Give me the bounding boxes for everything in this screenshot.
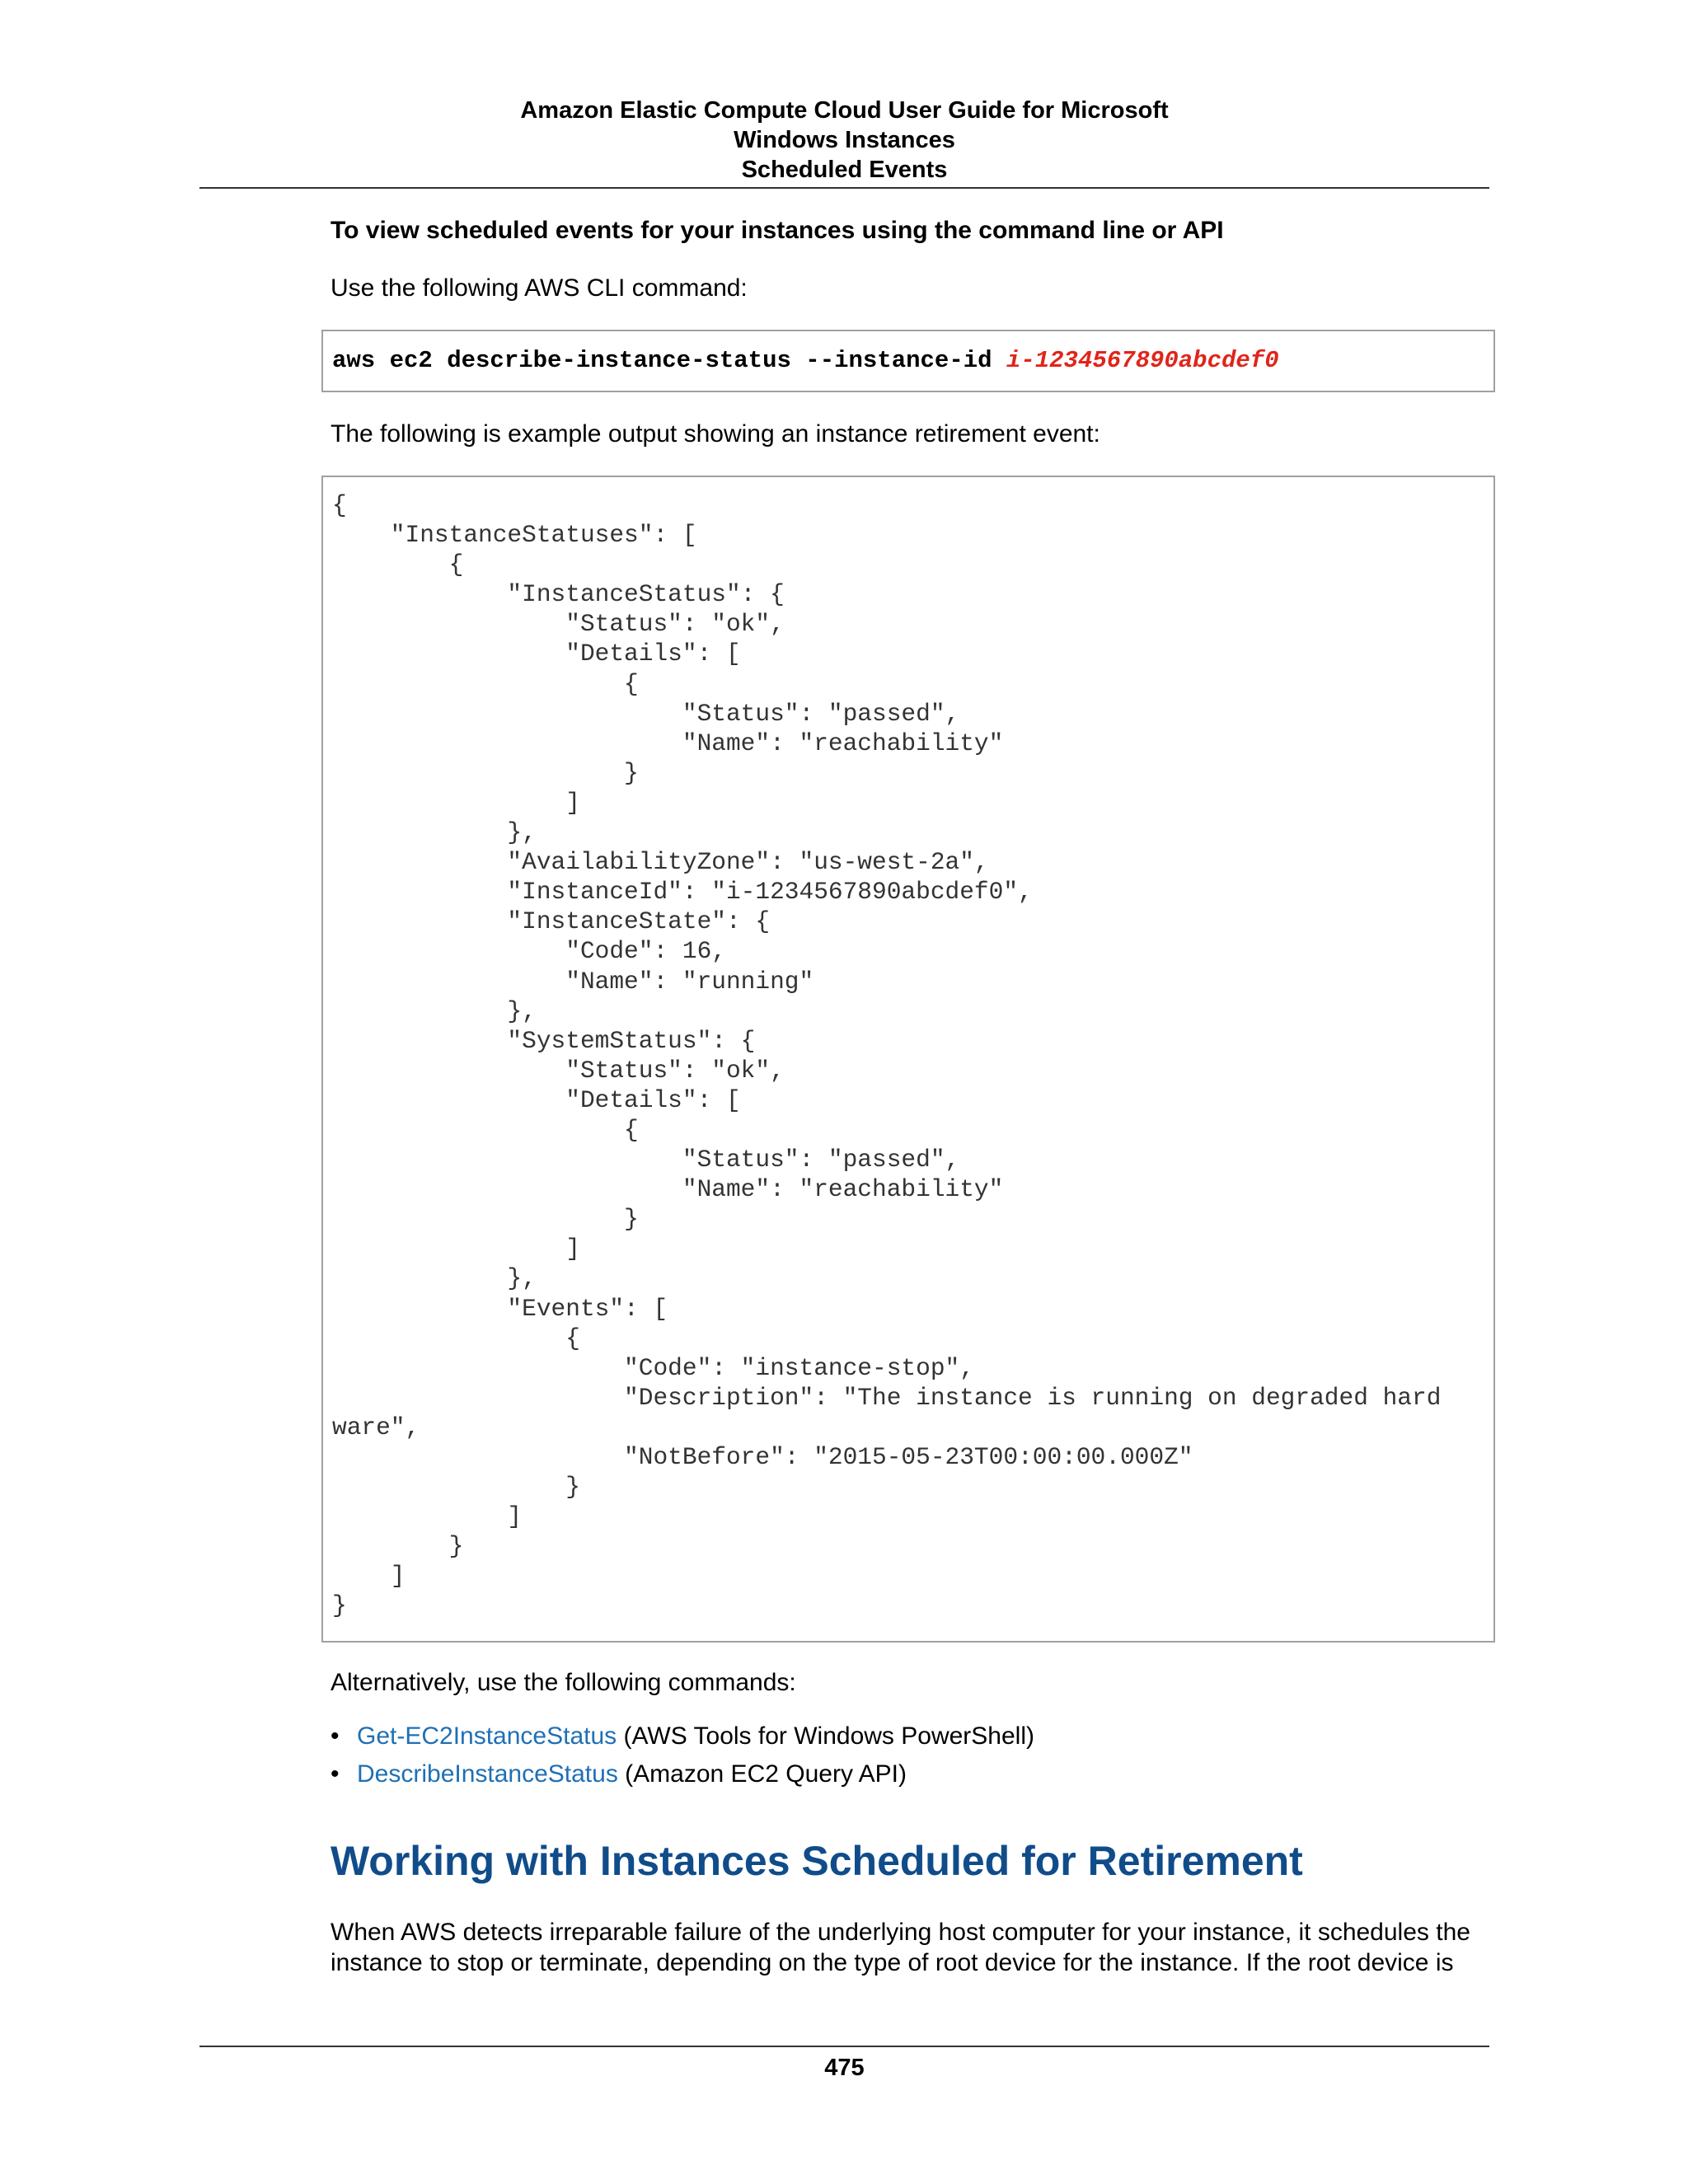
json-output: [332, 490, 1441, 1621]
bullet: •: [331, 1722, 340, 1750]
code-line: "NotBefore": "2015-05-23T00:00:00.000Z": [624, 1443, 1193, 1471]
alternatives-intro: Alternatively, use the following commands:: [331, 1669, 796, 1696]
code-line: ]: [507, 1502, 523, 1531]
code-line: "InstanceStatuses": [: [390, 521, 697, 550]
code-line: "InstanceId": "i-1234567890abcdef0",: [507, 878, 1033, 907]
code-line: "InstanceState": {: [507, 907, 771, 936]
instance-id-param: i-1234567890abcdef0: [1006, 347, 1279, 374]
section-heading: Working with Instances Scheduled for Retirement: [331, 1838, 1303, 1884]
code-line: "Status": "ok",: [565, 1056, 785, 1085]
get-ec2instancestatus-link[interactable]: Get-EC2InstanceStatus: [357, 1722, 617, 1750]
code-line: "Name": "reachability": [682, 1175, 1004, 1204]
header-divider: [199, 187, 1489, 189]
code-line: "Code": 16,: [565, 937, 726, 966]
output-intro: The following is example output showing an instance retirement event:: [331, 420, 1100, 448]
code-line: },: [507, 996, 537, 1025]
alternatives-list: [331, 1721, 1034, 1797]
doc-title-line2: Windows Instances: [734, 127, 955, 153]
code-line: "Details": [: [565, 640, 741, 668]
paragraph-line: instance to stop or terminate, depending on the type of root device for the instance. If the root device is: [331, 1949, 1454, 1976]
paragraph-line: When AWS detects irreparable failure of the underlying host computer for your instance, it schedules the: [331, 1919, 1470, 1946]
code-line: ]: [390, 1562, 406, 1591]
command-text: aws ec2 describe-instance-status --instance-id: [332, 347, 1006, 374]
list-item: [331, 1721, 1034, 1759]
code-line: "Name": "reachability": [682, 729, 1004, 757]
code-line: {: [565, 1324, 580, 1352]
code-line: "Name": "running": [565, 967, 814, 996]
alternative-note: (Amazon EC2 Query API): [617, 1760, 907, 1788]
alternative-note: (AWS Tools for Windows PowerShell): [617, 1722, 1034, 1750]
code-line: }: [565, 1473, 580, 1502]
code-line: "AvailabilityZone": "us-west-2a",: [507, 848, 989, 877]
code-line: {: [624, 669, 639, 698]
code-line: ware",: [332, 1413, 420, 1441]
code-line: "Description": "The instance is running on degraded hard: [624, 1383, 1442, 1412]
code-line: "InstanceStatus": {: [507, 580, 785, 609]
code-line: {: [332, 491, 347, 519]
doc-section-title: Scheduled Events: [741, 157, 948, 183]
code-line: }: [448, 1532, 464, 1561]
code-line: "Status": "ok",: [565, 610, 785, 639]
bullet: •: [331, 1760, 340, 1788]
footer-divider: [199, 2046, 1489, 2047]
code-line: }: [624, 758, 639, 787]
cli-command: [332, 346, 1279, 376]
code-line: "Details": [: [565, 1085, 741, 1114]
list-item: [331, 1759, 1034, 1797]
code-line: ]: [565, 1235, 580, 1263]
code-line: {: [624, 1115, 639, 1144]
code-line: "Status": "passed",: [682, 699, 960, 728]
code-line: "Status": "passed",: [682, 1146, 960, 1174]
code-line: }: [624, 1205, 639, 1234]
retirement-paragraph: [331, 1917, 1470, 1978]
describeinstancestatus-link[interactable]: DescribeInstanceStatus: [357, 1760, 618, 1788]
code-line: "SystemStatus": {: [507, 1026, 756, 1055]
code-line: {: [448, 551, 464, 579]
command-box: [321, 330, 1495, 392]
code-line: ]: [565, 788, 580, 817]
page-number: 475: [824, 2055, 865, 2081]
procedure-title: To view scheduled events for your instances using the command line or API: [331, 217, 1224, 244]
code-line: "Code": "instance-stop",: [624, 1353, 974, 1382]
code-line: },: [507, 818, 537, 847]
code-line: },: [507, 1264, 537, 1293]
page-header: [199, 96, 1489, 185]
code-line: }: [332, 1591, 347, 1620]
code-line: "Events": [: [507, 1294, 668, 1323]
doc-title-line1: Amazon Elastic Compute Cloud User Guide for Microsoft: [520, 97, 1169, 124]
cli-intro: Use the following AWS CLI command:: [331, 274, 748, 302]
code-example-box: [321, 476, 1495, 1643]
